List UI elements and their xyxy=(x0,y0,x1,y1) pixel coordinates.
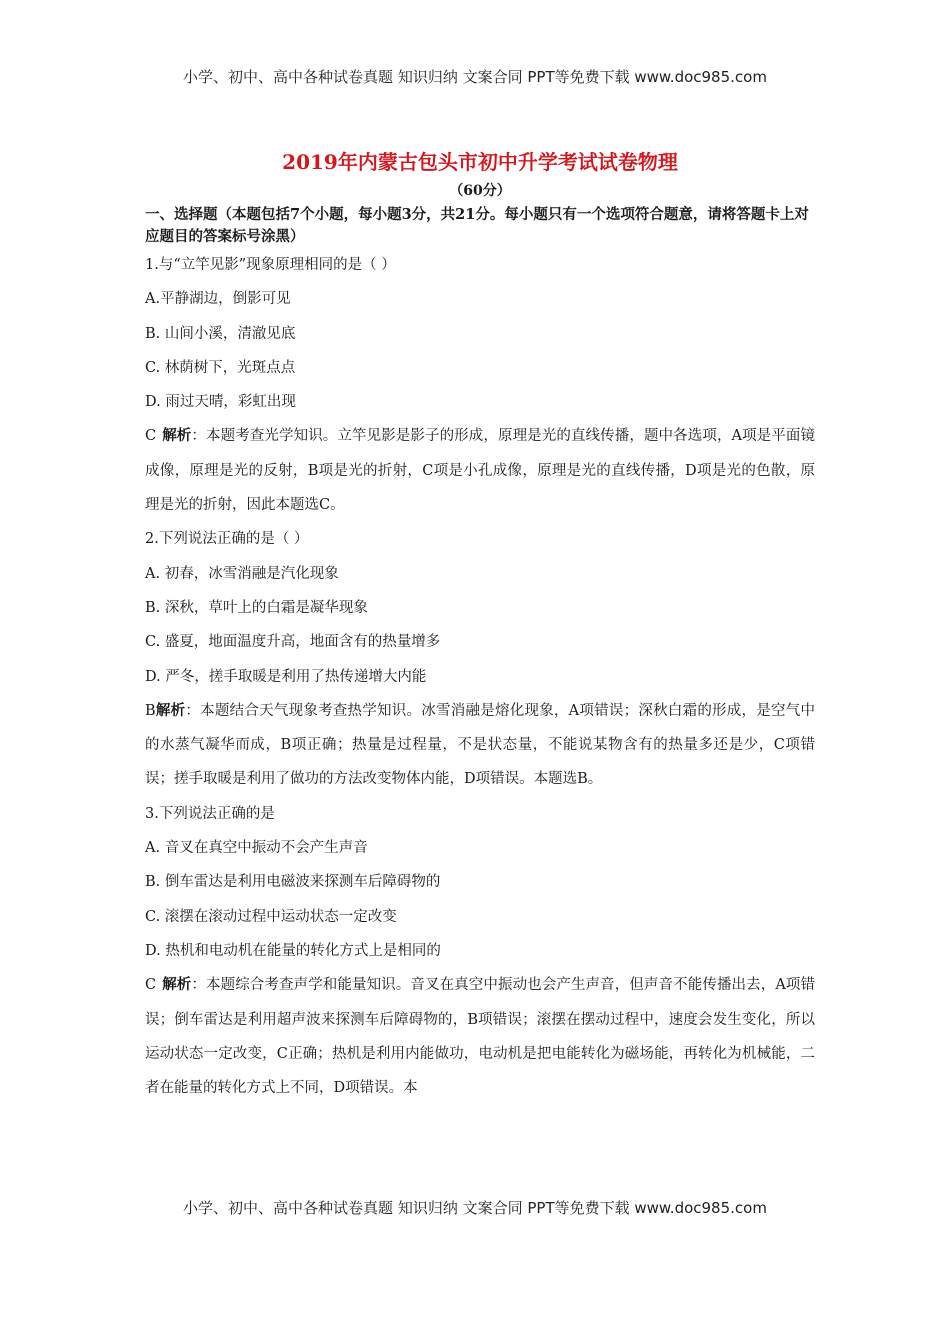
page-header: 小学、初中、高中各种试卷真题 知识归纳 文案合同 PPT等免费下载 www.doc985.com xyxy=(183,68,767,86)
answer-analysis xyxy=(145,694,815,797)
option: B. 深秋，草叶上的白霜是凝华现象 xyxy=(145,599,368,616)
answer-letter: C xyxy=(145,977,157,994)
answer-analysis xyxy=(145,968,815,1105)
document-body xyxy=(145,148,815,1105)
analysis-text: ：本题结合天气现象考查热学知识。冰雪消融是熔化现象，A项错误；深秋白霜的形成，是空气中的水蒸气凝华而成，B项正确；热量是过程量，不是状态量，不能说某物含有的热量多还是少，C项错误；搓手取暖是利用了做功的方法改变物体内能，D项错误。本题选B。 xyxy=(145,702,816,788)
section-heading: 一、选择题（本题包括7个小题，每小题3分，共21分。每小题只有一个选项符合题意，请将答题卡上对应题目的答案标号涂黑） xyxy=(145,206,809,245)
option: B. 倒车雷达是利用电磁波来探测车后障碍物的 xyxy=(145,874,441,891)
exam-title: 2019年内蒙古包头市初中升学考试试卷物理 xyxy=(282,150,678,174)
option: C. 滚摆在滚动过程中运动状态一定改变 xyxy=(145,908,397,925)
answer-letter: B xyxy=(145,702,156,719)
analysis-label: 解析 xyxy=(162,976,192,994)
analysis-text: ：本题考查光学知识。立竿见影是影子的形成，原理是光的直线传播，题中各选项，A项是平面镜成像，原理是光的反射，B项是光的折射，C项是小孔成像，原理是光的直线传播，D项是光的色散，原理是光的折射，因此本题选C。 xyxy=(145,428,816,514)
answer-analysis xyxy=(145,419,815,522)
answer-letter: C xyxy=(145,428,157,445)
option: A. 初春，冰雪消融是汽化现象 xyxy=(145,565,339,582)
total-score: （60分） xyxy=(449,183,511,199)
analysis-label: 解析 xyxy=(162,427,192,445)
analysis-text: ：本题综合考查声学和能量知识。音叉在真空中振动也会产生声音，但声音不能传播出去，A项错误；倒车雷达是利用超声波来探测车后障碍物的，B项错误；滚摆在摆动过程中，速度会发生变化，所以运动状态一定改变，C正确；热机是利用内能做功，电动机是把电能转化为磁场能，再转化为机械能，二者在能量的转化方式上不同，D项错误。本 xyxy=(145,977,816,1097)
option: C. 盛夏，地面温度升高，地面含有的热量增多 xyxy=(145,634,441,651)
option: C. 林荫树下，光斑点点 xyxy=(145,359,296,376)
question-stem: 1.与“立竿见影”现象原理相同的是（ ） xyxy=(145,257,396,273)
option: B. 山间小溪，清澈见底 xyxy=(145,325,296,342)
option: A.平静湖边，倒影可见 xyxy=(145,291,291,308)
page-footer: 小学、初中、高中各种试卷真题 知识归纳 文案合同 PPT等免费下载 www.doc985.com xyxy=(183,1199,767,1217)
option: D. 严冬，搓手取暖是利用了热传递增大内能 xyxy=(145,668,427,685)
question-stem: 2.下列说法正确的是（ ） xyxy=(145,531,309,548)
analysis-label: 解析 xyxy=(155,701,186,719)
option: D. 热机和电动机在能量的转化方式上是相同的 xyxy=(145,942,441,959)
question-stem: 3.下列说法正确的是 xyxy=(145,805,275,822)
option: A. 音叉在真空中振动不会产生声音 xyxy=(145,840,368,857)
option: D. 雨过天晴，彩虹出现 xyxy=(145,394,296,411)
